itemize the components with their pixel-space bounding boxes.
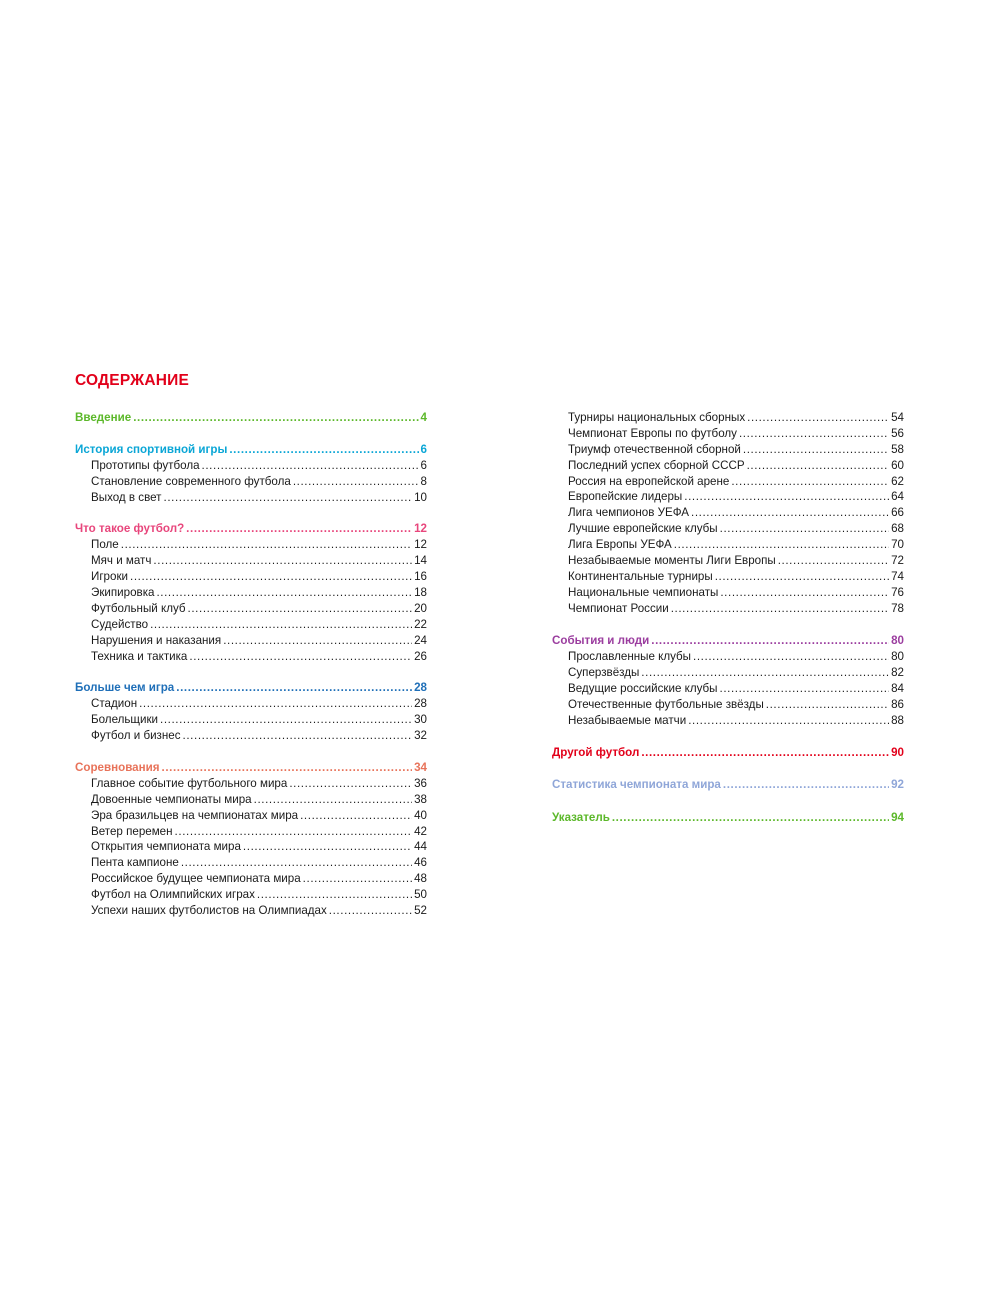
toc-page-number: 12 (414, 538, 427, 552)
dot-leader (674, 537, 889, 553)
dot-leader (747, 410, 889, 426)
toc-item[interactable] (75, 569, 427, 585)
toc-item[interactable] (552, 505, 904, 521)
dot-leader (651, 633, 889, 649)
toc-item[interactable] (552, 585, 904, 601)
toc-page-number: 14 (414, 554, 427, 568)
toc-item-label: Пента кампионе (91, 856, 179, 870)
toc-page-number: 22 (414, 617, 427, 631)
dot-leader (229, 442, 418, 458)
toc-item[interactable] (552, 442, 904, 458)
toc-page-number: 40 (414, 808, 427, 822)
toc-page-number: 28 (414, 681, 427, 695)
toc-page-number: 26 (414, 649, 427, 663)
dot-leader (300, 808, 412, 824)
toc-page-number: 36 (414, 776, 427, 790)
toc-item[interactable] (75, 776, 427, 792)
toc-page-number: 16 (414, 570, 427, 584)
dot-leader (303, 871, 412, 887)
dot-leader (223, 633, 412, 649)
toc-item-label: Национальные чемпионаты (568, 585, 719, 599)
toc-item[interactable] (75, 839, 427, 855)
toc-section-label: Указатель (552, 810, 610, 824)
toc-page-number: 24 (414, 633, 427, 647)
dot-leader (766, 697, 889, 713)
toc-item[interactable] (75, 728, 427, 744)
toc-item[interactable] (75, 712, 427, 728)
toc-page-number: 18 (414, 586, 427, 600)
toc-page-number: 56 (891, 426, 904, 440)
dot-leader (188, 601, 413, 617)
toc-item[interactable] (552, 521, 904, 537)
dot-leader (641, 665, 889, 681)
dot-leader (202, 458, 419, 474)
toc-item[interactable] (75, 490, 427, 506)
toc-page-number: 10 (414, 490, 427, 504)
toc-item-label: Открытия чемпионата мира (91, 840, 241, 854)
dot-leader (720, 521, 889, 537)
toc-page-number: 46 (414, 856, 427, 870)
toc-page-number: 86 (891, 697, 904, 711)
toc-page-number: 94 (891, 810, 904, 824)
dot-leader (183, 728, 413, 744)
toc-page-number: 82 (891, 665, 904, 679)
toc-section-intro[interactable] (75, 410, 427, 426)
dot-leader (743, 442, 889, 458)
toc-item[interactable] (75, 458, 427, 474)
toc-item[interactable] (552, 489, 904, 505)
dot-leader (720, 681, 890, 697)
toc-item-label: Российское будущее чемпионата мира (91, 872, 301, 886)
toc-section-what-is[interactable] (75, 521, 427, 537)
toc-section-label: Введение (75, 411, 132, 424)
toc-item-label: Чемпионат Европы по футболу (568, 426, 737, 440)
toc-item[interactable] (75, 474, 427, 490)
toc-section-label: Больше чем игра (75, 681, 175, 695)
toc-item-label: Игроки (91, 570, 129, 584)
toc-item[interactable] (552, 681, 904, 697)
toc-item[interactable] (552, 601, 904, 617)
toc-item[interactable] (552, 697, 904, 713)
toc-page-number: 8 (420, 474, 427, 488)
dot-leader (289, 776, 412, 792)
toc-page-number: 34 (414, 761, 427, 775)
dot-leader (164, 490, 413, 506)
toc-page-number: 64 (891, 490, 904, 504)
toc-item[interactable] (75, 537, 427, 553)
dot-leader (121, 537, 412, 553)
dot-leader (139, 696, 412, 712)
toc-left-column (75, 410, 427, 919)
toc-item[interactable] (75, 585, 427, 601)
toc-item-label: Европейские лидеры (568, 490, 683, 504)
toc-item-label: Главное событие футбольного мира (91, 776, 288, 790)
toc-item-label: Лига Европы УЕФА (568, 538, 672, 552)
toc-page-number: 44 (414, 840, 427, 854)
toc-page-number: 70 (891, 538, 904, 552)
toc-page-number: 92 (891, 778, 904, 792)
toc-item-label: Выход в свет (91, 490, 162, 504)
dot-leader (641, 745, 889, 761)
toc-item[interactable] (552, 665, 904, 681)
toc-page-number: 74 (891, 569, 904, 583)
dot-leader (720, 585, 889, 601)
dot-leader (731, 474, 889, 490)
toc-page-number: 32 (414, 729, 427, 743)
toc-item[interactable] (75, 887, 427, 903)
dot-leader (156, 585, 412, 601)
toc-item-label: Незабываемые моменты Лиги Европы (568, 554, 776, 568)
toc-item-label: Становление современного футбола (91, 474, 291, 488)
dot-leader (688, 713, 889, 729)
dot-leader (243, 839, 412, 855)
toc-page-number: 68 (891, 522, 904, 536)
toc-item-label: Лига чемпионов УЕФА (568, 506, 690, 520)
toc-item[interactable] (552, 713, 904, 729)
toc-item-label: Прототипы футбола (91, 458, 200, 472)
toc-item-label: Ведущие российские клубы (568, 681, 718, 695)
toc-item[interactable] (75, 696, 427, 712)
toc-item-label: Поле (91, 538, 119, 552)
toc-item[interactable] (552, 410, 904, 426)
toc-item-label: Отечественные футбольные звёзды (568, 697, 764, 711)
toc-section-history[interactable] (75, 442, 427, 458)
toc-item[interactable] (552, 537, 904, 553)
toc-section-label: Статистика чемпионата мира (552, 778, 721, 792)
toc-item-label: Прославленные клубы (568, 649, 692, 663)
toc-page-number: 58 (891, 442, 904, 456)
toc-page-number: 90 (891, 745, 904, 759)
toc-item-label: Довоенные чемпионаты мира (91, 792, 252, 806)
toc-item-label: Незабываемые матчи (568, 713, 687, 727)
toc-page-number: 28 (414, 697, 427, 711)
toc-page-number: 50 (414, 888, 427, 902)
toc-item[interactable] (75, 649, 427, 665)
toc-page-number: 66 (891, 506, 904, 520)
toc-page-number: 52 (414, 904, 427, 918)
dot-leader (257, 887, 412, 903)
toc-section-more-than[interactable] (75, 680, 427, 696)
dot-leader (153, 553, 412, 569)
toc-page-number: 6 (420, 458, 427, 472)
toc-item[interactable] (75, 617, 427, 633)
dot-leader (162, 760, 413, 776)
dot-leader (747, 458, 890, 474)
toc-item[interactable] (75, 824, 427, 840)
toc-item-label: Триумф отечественной сборной (568, 442, 741, 456)
page-title: СОДЕРЖАНИЕ (75, 372, 190, 389)
toc-item[interactable] (552, 569, 904, 585)
toc-section-index[interactable] (552, 810, 904, 826)
dot-leader (254, 792, 412, 808)
toc-section-label: События и люди (552, 634, 650, 648)
toc-item-label: Стадион (91, 697, 138, 711)
toc-page-number: 48 (414, 872, 427, 886)
toc-page-number: 72 (891, 554, 904, 568)
toc-item-label: Футбол и бизнес (91, 729, 181, 743)
dot-leader (176, 680, 412, 696)
toc-page-number: 78 (891, 601, 904, 615)
toc-item-label: Экипировка (91, 586, 155, 600)
toc-item-label: Эра бразильцев на чемпионатах мира (91, 808, 299, 822)
dot-leader (612, 810, 889, 826)
toc-item-label: Мяч и матч (91, 554, 152, 568)
dot-leader (739, 426, 889, 442)
dot-leader (684, 489, 889, 505)
toc-item-label: Судейство (91, 617, 149, 631)
toc-section-events[interactable] (552, 633, 904, 649)
toc-page-number: 30 (414, 713, 427, 727)
dot-leader (189, 649, 412, 665)
toc-item[interactable] (552, 458, 904, 474)
toc-item[interactable] (75, 808, 427, 824)
toc-page-number: 4 (420, 411, 427, 424)
toc-item[interactable] (75, 903, 427, 919)
toc-item-label: Футбольный клуб (91, 601, 186, 615)
dot-leader (175, 824, 413, 840)
toc-item-label: Футбол на Олимпийских играх (91, 888, 255, 902)
dot-leader (160, 712, 412, 728)
dot-leader (133, 410, 418, 426)
toc-section-label: Другой футбол (552, 745, 640, 759)
toc-item[interactable] (552, 553, 904, 569)
toc-item-label: Россия на европейской арене (568, 474, 730, 488)
toc-item-label: Болельщики (91, 713, 158, 727)
toc-section-label: История спортивной игры (75, 442, 228, 456)
dot-leader (130, 569, 412, 585)
toc-page-number: 20 (414, 601, 427, 615)
toc-item[interactable] (75, 601, 427, 617)
toc-page-number: 12 (414, 522, 427, 536)
toc-item-label: Турниры национальных сборных (568, 411, 746, 424)
dot-leader (778, 553, 889, 569)
dot-leader (715, 569, 889, 585)
dot-leader (186, 521, 412, 537)
dot-leader (150, 617, 412, 633)
toc-page-number: 60 (891, 458, 904, 472)
toc-page-number: 38 (414, 792, 427, 806)
toc-item[interactable] (552, 474, 904, 490)
toc-item-label: Успехи наших футболистов на Олимпиадах (91, 904, 327, 918)
toc-page-number: 76 (891, 585, 904, 599)
toc-page-number: 54 (891, 411, 904, 424)
dot-leader (693, 649, 889, 665)
toc-page-number: 84 (891, 681, 904, 695)
toc-item[interactable] (552, 649, 904, 665)
toc-section-stats[interactable] (552, 777, 904, 793)
dot-leader (691, 505, 889, 521)
toc-item-label: Суперзвёзды (568, 665, 640, 679)
toc-item[interactable] (75, 553, 427, 569)
toc-section-label: Соревнования (75, 761, 160, 775)
toc-page-number: 88 (891, 713, 904, 727)
toc-item[interactable] (75, 871, 427, 887)
toc-item[interactable] (552, 426, 904, 442)
toc-section-label: Что такое футбол? (75, 522, 185, 536)
toc-item-label: Ветер перемен (91, 824, 173, 838)
toc-item-label: Последний успех сборной СССР (568, 458, 745, 472)
toc-item-label: Техника и тактика (91, 649, 188, 663)
toc-page-number: 42 (414, 824, 427, 838)
toc-item-label: Лучшие европейские клубы (568, 522, 718, 536)
toc-item[interactable] (75, 792, 427, 808)
toc-page-number: 62 (891, 474, 904, 488)
toc-page-number: 6 (420, 442, 427, 456)
toc-item-label: Континентальные турниры (568, 569, 713, 583)
toc-item[interactable] (75, 633, 427, 649)
toc-item-label: Чемпионат России (568, 601, 669, 615)
dot-leader (329, 903, 412, 919)
toc-item-label: Нарушения и наказания (91, 633, 222, 647)
dot-leader (671, 601, 889, 617)
dot-leader (723, 777, 889, 793)
toc-right-column (552, 410, 904, 826)
dot-leader (181, 855, 412, 871)
dot-leader (293, 474, 419, 490)
toc-section-competitions[interactable] (75, 760, 427, 776)
toc-section-other[interactable] (552, 745, 904, 761)
toc-item[interactable] (75, 855, 427, 871)
toc-page-number: 80 (891, 634, 904, 648)
toc-page-number: 80 (891, 649, 904, 663)
